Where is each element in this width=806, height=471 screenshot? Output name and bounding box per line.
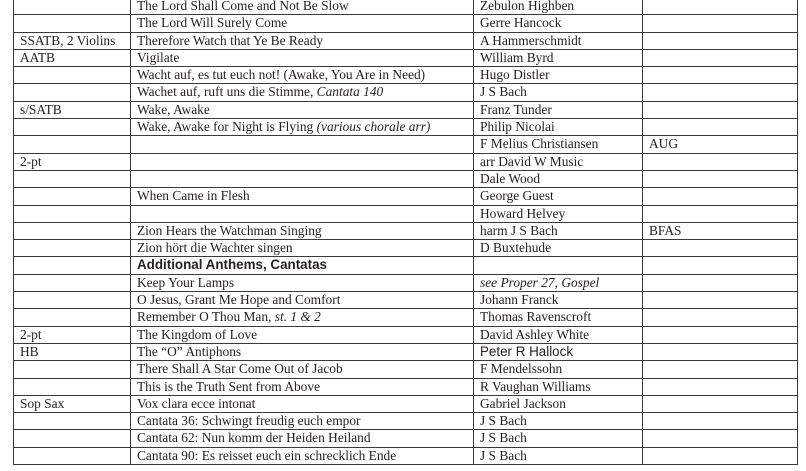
title-cell: [131, 136, 474, 153]
title-cell: [131, 361, 474, 378]
voicing-cell: [14, 84, 131, 101]
publisher-cell: [643, 309, 798, 326]
voicing-cell: [14, 15, 131, 32]
title-text: Therefore Watch that Ye Be Ready: [137, 32, 324, 48]
composer-cell: Peter R Hallock: [474, 343, 643, 360]
title-text: Cantata 90: Es reisset euch ein schrecklich Ende: [137, 447, 397, 463]
composer-cell: Howard Helvey: [474, 205, 643, 222]
title-cell: [131, 188, 474, 205]
voicing-cell: [14, 205, 131, 222]
title-text: There Shall A Star Come Out of Jacob: [137, 361, 343, 377]
composer-cell: Hugo Distler: [474, 67, 643, 84]
publisher-cell: [643, 205, 798, 222]
title-cell: [131, 101, 474, 118]
publisher-cell: [643, 15, 798, 32]
title-text: Additional Anthems, Cantatas: [137, 257, 327, 273]
table-row: [14, 378, 798, 395]
title-cell: [131, 447, 474, 464]
voicing-cell: [14, 257, 131, 274]
voicing-cell: [14, 447, 131, 464]
title-cell: [131, 430, 474, 447]
composer-cell: Thomas Ravenscroft: [474, 309, 643, 326]
composer-cross-reference: see Proper 27, Gospel: [480, 274, 600, 290]
publisher-cell: [643, 0, 798, 15]
publisher-cell: [643, 257, 798, 274]
title-text: The Lord Shall Come and Not Be Slow: [137, 0, 349, 13]
voicing-cell: [14, 136, 131, 153]
title-cell: [131, 274, 474, 291]
publisher-cell: [643, 378, 798, 395]
title-cell: [131, 413, 474, 430]
composer-cell: Dale Wood: [474, 170, 643, 187]
voicing-cell: [14, 309, 131, 326]
publisher-cell: [643, 188, 798, 205]
title-cell: [131, 119, 474, 136]
publisher-cell: [643, 326, 798, 343]
voicing-cell: [14, 240, 131, 257]
composer-cell: J S Bach: [474, 430, 643, 447]
title-text: The “O” Antiphons: [137, 343, 242, 359]
table-row: [14, 309, 798, 326]
table-row: [14, 0, 798, 15]
title-cell: [131, 378, 474, 395]
table-row: [14, 326, 798, 343]
publisher-cell: [643, 67, 798, 84]
composer-cell: William Byrd: [474, 49, 643, 66]
title-cell: [131, 15, 474, 32]
voicing-cell: [14, 413, 131, 430]
voicing-cell: 2-pt: [14, 153, 131, 170]
composer-cell: Zebulon Highben: [474, 0, 643, 15]
title-cell: [131, 395, 474, 412]
title-cell: [131, 67, 474, 84]
anthem-table-body: [14, 0, 798, 465]
composer-cell: J S Bach: [474, 84, 643, 101]
publisher-cell: AUG: [643, 136, 798, 153]
table-row: [14, 430, 798, 447]
publisher-cell: [643, 413, 798, 430]
title-cell: [131, 170, 474, 187]
composer-cell: Johann Franck: [474, 292, 643, 309]
section-header-row: [14, 257, 798, 274]
title-italic-note: (various chorale arr): [316, 119, 431, 135]
title-cell: [131, 32, 474, 49]
composer-cell: Franz Tunder: [474, 101, 643, 118]
voicing-cell: [14, 361, 131, 378]
title-cell: [131, 49, 474, 66]
title-text: O Jesus, Grant Me Hope and Comfort: [137, 292, 341, 308]
table-row: [14, 343, 798, 360]
voicing-cell: [14, 0, 131, 15]
composer-cell: J S Bach: [474, 447, 643, 464]
table-row: [14, 49, 798, 66]
title-cell: [131, 0, 474, 15]
voicing-cell: 2-pt: [14, 326, 131, 343]
composer-cell: Gabriel Jackson: [474, 395, 643, 412]
composer-cell: [474, 257, 643, 274]
composer-cell: David Ashley White: [474, 326, 643, 343]
publisher-cell: [643, 84, 798, 101]
composer-cell: J S Bach: [474, 413, 643, 430]
title-text: Wachet auf, ruft uns die Stimme,: [137, 84, 317, 100]
table-row: [14, 188, 798, 205]
composer-cell: [474, 274, 643, 291]
title-text: Vigilate: [137, 49, 180, 65]
voicing-cell: [14, 430, 131, 447]
title-text: Wake, Awake: [137, 101, 210, 117]
table-row: [14, 67, 798, 84]
publisher-cell: [643, 32, 798, 49]
publisher-cell: [643, 274, 798, 291]
title-text: Remember O Thou Man,: [137, 309, 275, 325]
table-row: [14, 205, 798, 222]
title-cell: [131, 84, 474, 101]
title-text: Wake, Awake for Night is Flying: [137, 119, 317, 135]
title-text: The Lord Will Surely Come: [137, 15, 288, 31]
composer-cell: D Buxtehude: [474, 240, 643, 257]
table-row: [14, 240, 798, 257]
title-cell: [131, 292, 474, 309]
voicing-cell: [14, 188, 131, 205]
title-cell: [131, 326, 474, 343]
publisher-cell: [643, 395, 798, 412]
voicing-cell: SSATB, 2 Violins: [14, 32, 131, 49]
table-row: [14, 361, 798, 378]
voicing-cell: [14, 119, 131, 136]
voicing-cell: [14, 170, 131, 187]
composer-cell: F Melius Christiansen: [474, 136, 643, 153]
table-row: [14, 292, 798, 309]
title-cell: [131, 222, 474, 239]
title-cell: [131, 343, 474, 360]
publisher-cell: [643, 49, 798, 66]
title-text: Cantata 36: Schwingt freudig euch empor: [137, 413, 361, 429]
title-text: When Came in Flesh: [137, 188, 250, 204]
publisher-cell: [643, 447, 798, 464]
composer-cell: F Mendelssohn: [474, 361, 643, 378]
title-text: Vox clara ecce intonat: [137, 395, 256, 411]
publisher-cell: [643, 361, 798, 378]
table-row: [14, 15, 798, 32]
title-italic-note: Cantata 140: [316, 84, 384, 100]
voicing-cell: [14, 222, 131, 239]
table-row: [14, 136, 798, 153]
title-text: Keep Your Lamps: [137, 274, 235, 290]
title-cell: [131, 240, 474, 257]
section-heading: [131, 257, 474, 274]
title-cell: [131, 153, 474, 170]
voicing-cell: AATB: [14, 49, 131, 66]
composer-cell: harm J S Bach: [474, 222, 643, 239]
title-text: Wacht auf, es tut euch not! (Awake, You Are in Need): [137, 67, 426, 83]
publisher-cell: BFAS: [643, 222, 798, 239]
table-row: [14, 119, 798, 136]
title-text: Cantata 62: Nun komm der Heiden Heiland: [137, 430, 371, 446]
table-row: [14, 447, 798, 464]
voicing-cell: [14, 274, 131, 291]
voicing-cell: HB: [14, 343, 131, 360]
table-row: [14, 395, 798, 412]
voicing-cell: [14, 378, 131, 395]
publisher-cell: [643, 430, 798, 447]
table-row: [14, 32, 798, 49]
composer-cell: arr David W Music: [474, 153, 643, 170]
title-italic-note: st. 1 & 2: [274, 309, 321, 325]
table-row: [14, 413, 798, 430]
table-row: [14, 222, 798, 239]
title-text: This is the Truth Sent from Above: [137, 378, 321, 394]
composer-cell: Gerre Hancock: [474, 15, 643, 32]
title-text: The Kingdom of Love: [137, 326, 258, 342]
voicing-cell: s/SATB: [14, 101, 131, 118]
table-row: [14, 84, 798, 101]
publisher-cell: [643, 240, 798, 257]
publisher-cell: [643, 343, 798, 360]
publisher-cell: [643, 153, 798, 170]
composer-cell: Philip Nicolai: [474, 119, 643, 136]
publisher-cell: [643, 170, 798, 187]
voicing-cell: [14, 67, 131, 84]
composer-cell: A Hammerschmidt: [474, 32, 643, 49]
table-row: [14, 153, 798, 170]
anthem-table: [13, 0, 798, 465]
title-text: Zion Hears the Watchman Singing: [137, 222, 322, 238]
voicing-cell: [14, 292, 131, 309]
publisher-cell: [643, 101, 798, 118]
composer-cell: R Vaughan Williams: [474, 378, 643, 395]
publisher-cell: [643, 292, 798, 309]
publisher-cell: [643, 119, 798, 136]
voicing-cell: Sop Sax: [14, 395, 131, 412]
title-text: Zion hört die Wachter singen: [137, 240, 293, 256]
composer-cell: George Guest: [474, 188, 643, 205]
table-row: [14, 170, 798, 187]
table-row: [14, 274, 798, 291]
table-row: [14, 101, 798, 118]
title-cell: [131, 205, 474, 222]
title-cell: [131, 309, 474, 326]
